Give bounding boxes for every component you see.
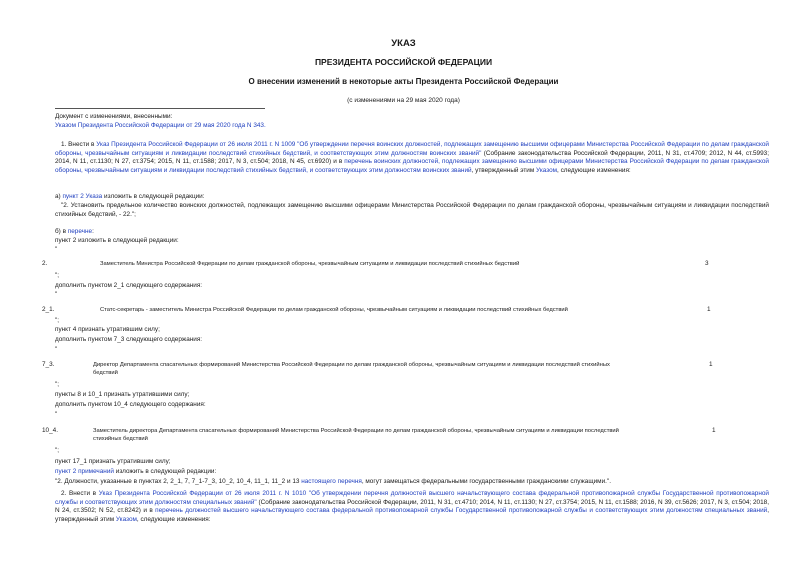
instr-add-10-4: дополнить пунктом 10_4 следующего содержания: <box>55 401 206 408</box>
decree-1010-link[interactable]: Указ Президента Российской Федерации от 26 июля 2011 г. N 1010 "Об утверждении перечня должностей высшего начальствующего состава федеральной противопожарной службы Государственной противопожарной службы и соответствующих этим должностям специальных званий" <box>55 490 769 506</box>
row-count: 3 <box>705 260 709 267</box>
p2-text-g: , следующие изменения: <box>136 516 211 524</box>
p1-text-c: (Собрание законодательства Российской Федерации, 2011, N 31, ст.4709; 2012, N 44, ст.5993; 2014, N 11, ст.1130; N 27, ст.3754; 2015, N 11, ст.1588; 2017, N 3, ст.504; 2018, N 45, ст.6920) и в <box>55 149 769 166</box>
row-position: Статс-секретарь - заместитель Министра Российской Федерации по делам гражданской обороны, чрезвычайным ситуациям и ликвидации последствий стихийных бедствий <box>100 307 568 313</box>
quote-close-3: "; <box>55 381 60 388</box>
quote-open-3: " <box>55 346 58 353</box>
row-position-cont: бедствий <box>93 370 118 376</box>
separator-line <box>55 108 265 109</box>
item-a-prefix: а) <box>55 193 63 200</box>
list-link-2[interactable]: перечень должностей высшего начальствующего состава федеральной противопожарной службы Государственной противопожарной службы и соответствующих этим должностям специальных званий <box>155 507 768 515</box>
quote-open-2: " <box>55 291 58 298</box>
decree-title: УКАЗ <box>391 38 416 49</box>
p1-text-e: , утвержденный этим <box>471 167 537 175</box>
changes-link[interactable]: Указом Президента Российской Федерации от 29 мая 2020 года N 343. <box>55 122 266 129</box>
p1-text-g: , следующие изменения: <box>557 167 631 175</box>
p2-text-e: , утвержденный этим <box>55 507 769 524</box>
quote-close-2: "; <box>55 317 60 324</box>
row-position: Заместитель Министра Российской Федерации по делам гражданской обороны, чрезвычайным ситуациям и ликвидации последствий стихийных бедствий <box>100 261 520 267</box>
quote-close-4: "; <box>55 447 60 454</box>
item-a <box>55 193 205 202</box>
item-b-link[interactable]: перечне <box>67 228 93 235</box>
instr-add-7-3: дополнить пунктом 7_3 следующего содержания: <box>55 336 203 343</box>
quote-open-1: " <box>55 246 58 253</box>
instr-point-4: пункт 4 признать утратившим силу; <box>55 326 160 333</box>
row-position: Директор Департамента спасательных формирований Министерства Российской Федерации по делам гражданской обороны, чрезвычайным ситуациям и ликвидации последствий стихийных <box>93 362 610 368</box>
quote-open-4: " <box>55 411 58 418</box>
row-count: 1 <box>709 361 713 368</box>
edition-note: (с изменениями на 29 мая 2020 года) <box>347 97 460 104</box>
p2-text-a: 2. Внести в <box>61 490 99 497</box>
item-b-suffix: : <box>92 228 94 235</box>
paragraph-2 <box>55 490 769 525</box>
note-2-link[interactable]: пункт 2 примечаний <box>55 468 114 475</box>
row-number: 7_3. <box>42 361 55 368</box>
item-b-prefix: б) в <box>55 228 68 235</box>
row-number: 2. <box>42 260 48 267</box>
row-number: 2_1. <box>42 306 55 313</box>
item-a-link[interactable]: пункт 2 Указа <box>62 193 103 200</box>
quote-2-text-b: , могут замещаться федеральными государственными гражданскими служащими.". <box>361 478 611 485</box>
quote-close-1: "; <box>55 272 60 279</box>
row-count: 1 <box>712 427 716 434</box>
changes-header: Документ с изменениями, внесенными: <box>55 113 173 120</box>
quote-2 <box>55 478 611 487</box>
p2-text-c: (Собрание законодательства Российской Федерации, 2011, N 31, ст.4710; 2014, N 11, ст.1130; N 27, ст.3754; 2015, N 11, ст.1588; 2016, N 39, ст.5626; 2017, N 3, ст.504; 2018, N 24, ст.3502; N 52, ст.8242) и в <box>55 498 769 515</box>
row-position: Заместитель директора Департамента спасательных формирований Министерства Российской Федерации по делам гражданской обороны, чрезвычайным ситуациям и ликвидации последствий <box>93 428 619 434</box>
this-list-link[interactable]: настоящего перечня <box>301 478 362 485</box>
row-number: 10_4. <box>42 427 58 434</box>
instr-add-2-1: дополнить пунктом 2_1 следующего содержания: <box>55 282 203 289</box>
list-link-1[interactable]: перечень воинских должностей, подлежащих замещению высшими офицерами Министерства Российской Федерации по делам гражданской обороны, чрезвычайным ситуациям и ликвидации последствий стихийных бедствий, и соответствующих этим должностям воинских званий <box>55 158 770 175</box>
decree-subject: О внесении изменений в некоторые акты Президента Российской Федерации <box>248 77 559 86</box>
decree-link-2[interactable]: Указом <box>115 516 137 524</box>
instr-point-17-1: пункт 17_1 признать утратившим силу; <box>55 458 171 465</box>
item-a-suffix: изложить в следующей редакции: <box>102 193 205 200</box>
p1-text-a: 1. Внести в <box>61 141 97 148</box>
instr-note-2 <box>55 468 216 477</box>
instr-points-8-10-1: пункты 8 и 10_1 признать утратившими силу; <box>55 391 190 398</box>
decree-issuer: ПРЕЗИДЕНТА РОССИЙСКОЙ ФЕДЕРАЦИИ <box>314 57 493 67</box>
paragraph-1 <box>55 141 769 176</box>
quote-2-text-a: "2. Должности, указанные в пунктах 2, 2_1, 7, 7_1-7_3, 10_2, 10_4, 11_1, 11_2 и 13 <box>55 478 302 485</box>
decree-1009-link[interactable]: Указ Президента Российской Федерации от 26 июля 2011 г. N 1009 "Об утверждении перечня воинских должностей, подлежащих замещению высшими офицерами Министерства Российской Федерации по делам гражданской обороны, чрезвычайным ситуациям и ликвидации последствий стихийных бедствий, и соответствующих этим должностям воинских званий" <box>55 141 769 157</box>
item-b <box>55 228 94 237</box>
instr-point-2: пункт 2 изложить в следующей редакции: <box>55 237 179 244</box>
decree-link-1[interactable]: Указом <box>536 167 558 175</box>
row-position-cont: стихийных бедствий <box>93 436 148 442</box>
note-2-suffix: изложить в следующей редакции: <box>113 468 217 475</box>
row-count: 1 <box>707 306 711 313</box>
quote-1: "2. Установить предельное количество воинских должностей, подлежащих замещению высшими офицерами Министерства Российской Федерации по делам гражданской обороны, чрезвычайным ситуациям и ликвидации последствий стихийных бедствий, - 22."; <box>55 202 769 218</box>
